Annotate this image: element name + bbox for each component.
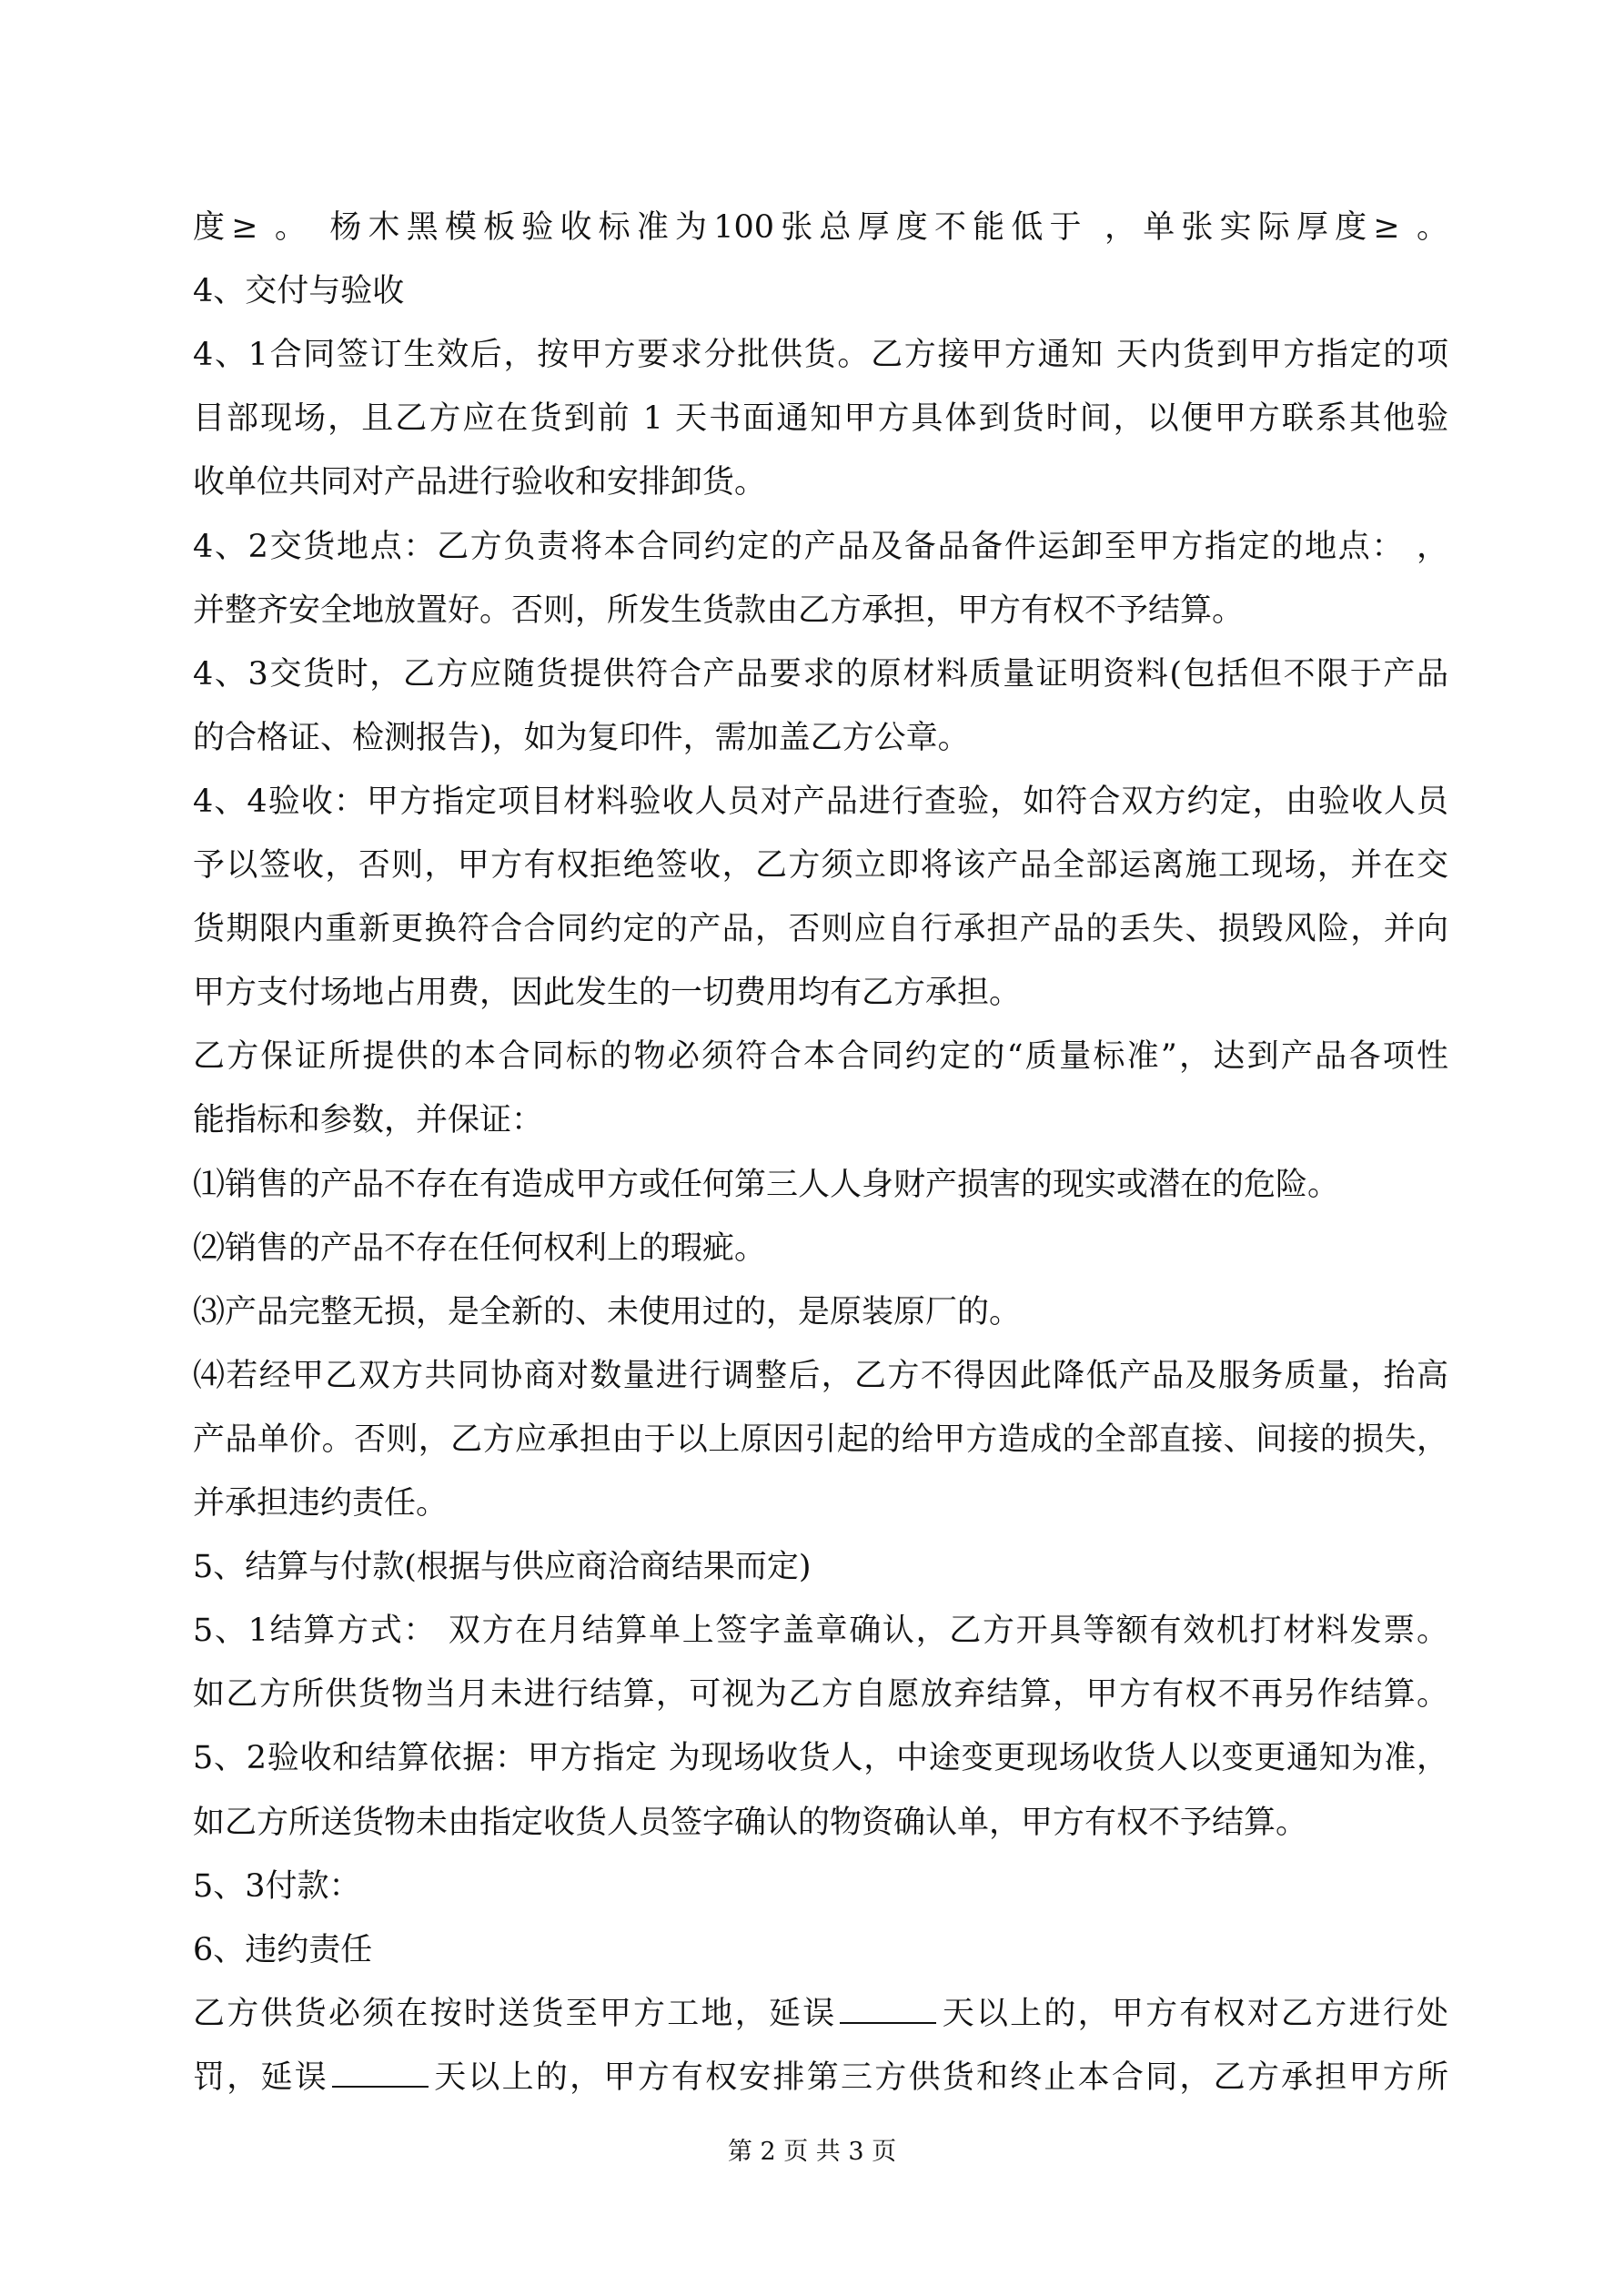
text-line-14: 乙方保证所提供的本合同标的物必须符合本合同约定的“质量标准”，达到产品各项性 [193, 1038, 1448, 1075]
text-line-1: 度≥ 。 杨木黑模板验收标准为100张总厚度不能低于 ，单张实际厚度≥ 。 [193, 209, 1448, 246]
text-line-8: 4、3交货时，乙方应随货提供符合产品要求的原材料质量证明资料(包括但不限于产品 [193, 656, 1448, 693]
text-line-13: 甲方支付场地占用费，因此发生的一切费用均有乙方承担。 [193, 975, 1022, 1011]
text-line-24: 如乙方所供货物当月未进行结算，可视为乙方自愿放弃结算，甲方有权不再另作结算。 [193, 1676, 1448, 1713]
text-line-4: 目部现场，且乙方应在货到前 1 天书面通知甲方具体到货时间，以便甲方联系其他验 [193, 400, 1448, 437]
text-line-10: 4、4验收：甲方指定项目材料验收人员对产品进行查验，如符合双方约定，由验收人员 [193, 784, 1448, 820]
text-line-5: 收单位共同对产品进行验收和安排卸货。 [193, 464, 767, 501]
text-line-26: 如乙方所送货物未由指定收货人员签字确认的物资确认单，甲方有权不予结算。 [193, 1805, 1308, 1841]
section-heading-5: 5、结算与付款(根据与供应商洽商结果而定) [193, 1549, 812, 1585]
section-heading-4: 4、交付与验收 [193, 273, 405, 309]
text-line-7: 并整齐安全地放置好。否则，所发生货款由乙方承担，甲方有权不予结算。 [193, 592, 1245, 629]
text-line-23: 5、1结算方式： 双方在月结算单上签字盖章确认，乙方开具等额有效机打材料发票。 [193, 1613, 1448, 1649]
text-line-29 [193, 1988, 1448, 2039]
text-line-30-start: 罚，延误 [193, 2059, 328, 2096]
text-line-30 [193, 2052, 1448, 2103]
text-line-29-end: 天以上的，甲方有权对乙方进行处 [940, 1996, 1448, 2032]
text-line-12: 货期限内重新更换符合合同约定的产品，否则应自行承担产品的丢失、损毁风险，并向 [193, 911, 1448, 947]
text-line-29-start: 乙方供货必须在按时送货至甲方工地，延误 [193, 1996, 837, 2032]
list-item-3: ⑶产品完整无损，是全新的、未使用过的，是原装原厂的。 [193, 1294, 1022, 1330]
text-line-21: 并承担违约责任。 [193, 1485, 449, 1522]
text-line-6: 4、2交货地点：乙方负责将本合同约定的产品及备品备件运卸至甲方指定的地点： ， [193, 529, 1448, 565]
section-heading-6: 6、违约责任 [193, 1932, 373, 1968]
page-footer: 第 2 页 共 3 页 [727, 2138, 897, 2166]
text-line-15: 能指标和参数，并保证： [193, 1102, 544, 1138]
list-item-2: ⑵销售的产品不存在任何权利上的瑕疵。 [193, 1230, 767, 1267]
blank-field-days-2 [332, 2055, 429, 2088]
text-line-3: 4、1合同签订生效后，按甲方要求分批供货。乙方接甲方通知 天内货到甲方指定的项 [193, 337, 1448, 373]
blank-field-days-1 [840, 1991, 936, 2024]
text-line-27: 5、3付款： [193, 1868, 361, 1905]
list-item-1: ⑴销售的产品不存在有造成甲方或任何第三人人身财产损害的现实或潜在的危险。 [193, 1167, 1340, 1203]
list-item-4: ⑷若经甲乙双方共同协商对数量进行调整后，乙方不得因此降低产品及服务质量，抬高 [193, 1358, 1448, 1394]
text-line-11: 予以签收，否则，甲方有权拒绝签收，乙方须立即将该产品全部运离施工现场，并在交 [193, 847, 1448, 884]
text-line-9: 的合格证、检测报告)，如为复印件，需加盖乙方公章。 [193, 720, 970, 756]
text-line-20: 产品单价。否则，乙方应承担由于以上原因引起的给甲方造成的全部直接、间接的损失， [193, 1421, 1448, 1458]
text-line-30-end: 天以上的，甲方有权安排第三方供货和终止本合同，乙方承担甲方所 [431, 2059, 1448, 2096]
text-line-25: 5、2验收和结算依据：甲方指定 为现场收货人，中途变更现场收货人以变更通知为准， [193, 1740, 1448, 1776]
